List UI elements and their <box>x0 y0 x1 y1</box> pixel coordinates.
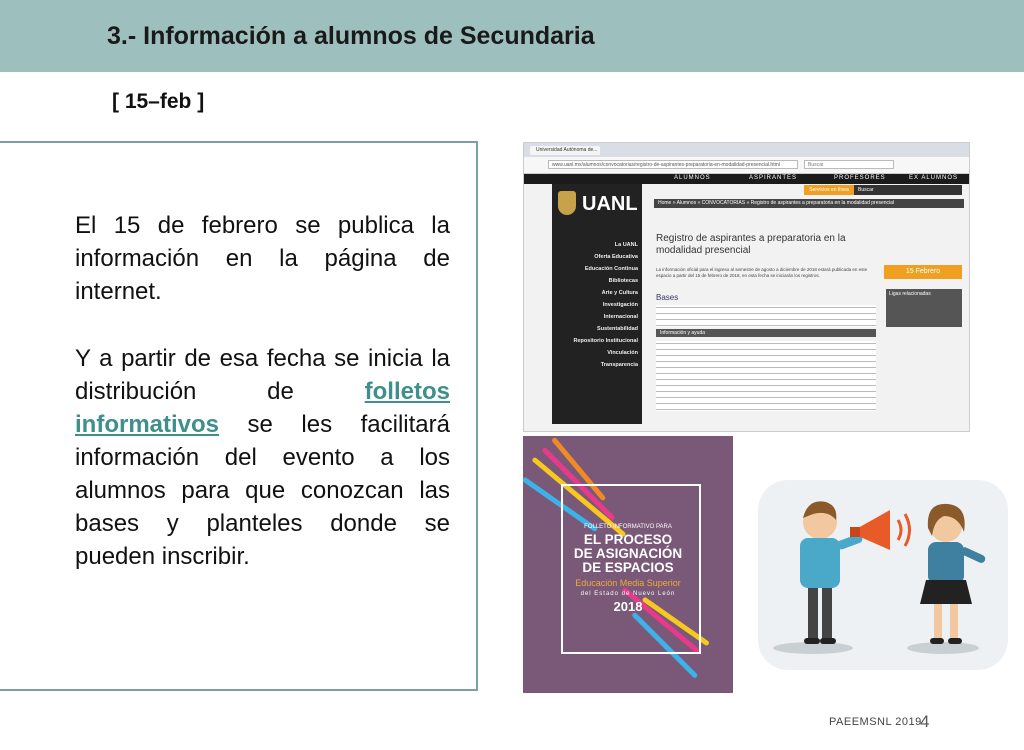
side-item: Investigación <box>602 302 638 308</box>
browser-tabs <box>524 143 969 157</box>
site-text-lines <box>656 305 876 327</box>
side-item: Transparencia <box>600 362 638 368</box>
side-item: Vinculación <box>607 350 638 356</box>
related-links: Ligas relacionadas <box>886 289 962 327</box>
nav-alumnos: ALUMNOS <box>674 175 711 181</box>
site-heading: Registro de aspirantes a preparatoria en la modalidad presencial <box>656 233 846 256</box>
site-text-lines <box>656 341 876 411</box>
info-bar: Información y ayuda <box>656 329 876 337</box>
date-pill: 15 Febrero <box>884 265 962 279</box>
page-title: 3.- Información a alumnos de Secundaria <box>107 22 595 50</box>
side-item: Oferta Educativa <box>594 254 638 260</box>
brochure-subtitle: FOLLETO INFORMATIVO PARA <box>584 524 672 530</box>
site-nav <box>524 174 969 184</box>
footer-tag: PAEEMSNL 2019 <box>829 716 922 728</box>
nav-aspirantes: ASPIRANTES <box>749 175 798 181</box>
people-megaphone-icon <box>758 480 1008 670</box>
paragraph-2: Y a partir de esa fecha se inicia la distribución de folletos informativos se les facilitará información del evento a los alumnos para que conozcan las bases y planteles donde se pueden inscribir. <box>75 345 450 570</box>
paragraph-1: El 15 de febrero se publica la información en la página de internet. <box>75 212 450 305</box>
bases-heading: Bases <box>656 293 679 302</box>
side-item: Repositorio Institucional <box>573 338 638 344</box>
megaphone-illustration <box>758 480 1008 670</box>
brochure-state: del Estado de Nuevo León <box>580 591 676 597</box>
browser-tab: Universidad Autónoma de... <box>530 146 600 155</box>
brochure-education: Educación Media Superior <box>575 578 681 588</box>
browser-search: Buscar <box>804 160 894 169</box>
side-item: Internacional <box>603 314 638 320</box>
brochure-cover <box>523 436 733 693</box>
breadcrumb: Home » Alumnos » CONVOCATORIAS » Registro de aspirantes a preparatoria en la modalidad presencial <box>654 199 964 208</box>
date-label: [ 15–feb ] <box>112 90 205 113</box>
servicios-button: Servicios en línea <box>804 185 854 195</box>
shield-icon <box>558 191 576 215</box>
nav-profesores: PROFESORES <box>834 175 886 181</box>
side-item: La UANL <box>614 242 638 248</box>
page-number: 4 <box>920 712 930 731</box>
side-item: Educación Continua <box>584 266 638 272</box>
side-item: Sustentabilidad <box>597 326 638 332</box>
uanl-logo: UANL <box>554 189 639 229</box>
brochure-title: EL PROCESO DE ASIGNACIÓN DE ESPACIOS <box>573 532 683 575</box>
nav-exalumnos: EX ALUMNOS <box>909 175 959 181</box>
site-intro: La información oficial para el ingreso al semestre de agosto a diciembre de 2018 estará publicada en este espacio a partir del 15 de febrero de 2018, en esta fecha se iniciarán los registros. <box>656 267 868 278</box>
side-item: Arte y Cultura <box>601 290 638 296</box>
url-field: www.uanl.mx/alumnos/convocatorias/registro-de-aspirantes-preparatoria-en-modalidad-presencial.html <box>548 160 798 169</box>
brochure-year: 2018 <box>613 599 643 614</box>
folletos-link[interactable]: folletos informativos <box>75 378 450 438</box>
address-bar <box>524 157 969 174</box>
site-search: Buscar <box>854 185 962 195</box>
website-screenshot <box>523 142 970 432</box>
side-item: Bibliotecas <box>608 278 638 284</box>
